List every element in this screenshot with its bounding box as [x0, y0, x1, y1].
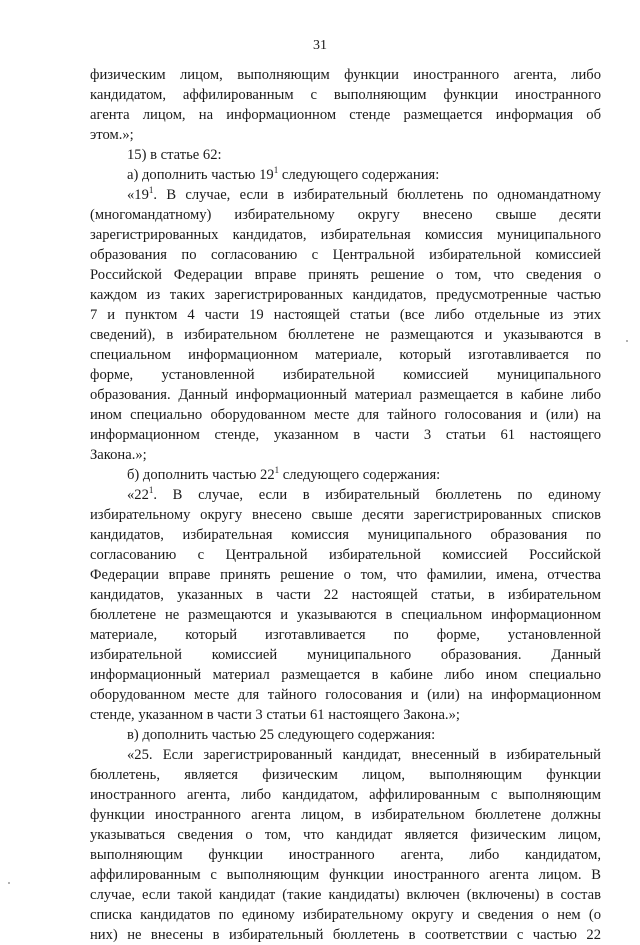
text-line: избирательному округу внесено свыше десяти зарегистрированных списков [90, 507, 601, 523]
text-line: стенде, указанном в части 3 статьи 61 настоящего Закона.»; [90, 707, 460, 723]
text-line: кандидатов, избирательная комиссия муниципального образования по [90, 527, 601, 543]
text-line: каждом из таких зарегистрированных кандидатов, предусмотренные частью [90, 287, 601, 303]
text-line: агента лицом, на информационном стенде размещается информация об [90, 107, 601, 123]
text-line: случае, если такой кандидат (такие кандидаты) включен (включены) в состав [90, 887, 601, 903]
text-line: иностранного агента, либо кандидатом, аффилированным с выполняющим [90, 787, 601, 803]
text-line: списка кандидатов по единому избирательному округу и сведения о нем (о [90, 907, 601, 923]
text-line: образования. Данный информационный материал размещается в кабине либо [90, 387, 601, 403]
text-line: избирательной комиссией муниципального образования. Данный [90, 647, 601, 663]
text-line: Федерации вправе принять решение о том, что фамилии, имена, отчества [90, 567, 601, 583]
superscript: 1 [273, 165, 279, 175]
text-line: форме, установленной избирательной комиссией муниципального [90, 367, 601, 383]
text-line: физическим лицом, выполняющим функции иностранного агента, либо [90, 67, 601, 83]
text-line: а) дополнить частью $19^1$ следующего содержания: [127, 165, 440, 183]
text-line: (многомандатному) избирательному округу внесено свыше десяти [90, 207, 601, 223]
text-line: выполняющим функции иностранного агента, либо кандидатом, [90, 847, 601, 863]
text-line: образования по согласованию с Центральной избирательной комиссией [90, 247, 601, 263]
text-line: кандидатом, аффилированным с выполняющим функции иностранного [90, 87, 601, 103]
text-line: зарегистрированных кандидатов, избирательная комиссия муниципального [90, 227, 601, 243]
text-line: кандидатов, указанных в части 22 настоящей статьи, в избирательном [90, 587, 601, 603]
text-line: них) не внесены в избирательный бюллетень в соответствии с частью 22 [90, 927, 601, 943]
text-line: Российской Федерации вправе принять решение о том, что сведения о [90, 267, 601, 283]
text-line: бюллетень, является физическим лицом, выполняющим функции [90, 767, 601, 783]
text-line: «25. Если зарегистрированный кандидат, внесенный в избирательный [127, 747, 601, 763]
text-line: ином специально оборудованном месте для тайного голосования и (или) на [90, 407, 601, 423]
superscript: 1 [274, 465, 280, 475]
text-line: материале, который изготавливается по форме, установленной [90, 627, 601, 643]
text-line: б) дополнить частью $22^1$ следующего содержания: [127, 465, 441, 483]
text-line: информационном стенде, указанном в части 3 статьи 61 настоящего [90, 427, 601, 443]
margin-mark [8, 882, 10, 884]
text-line: согласованию с Центральной избирательной комиссией Российской [90, 547, 601, 563]
text-line: аффилированным с выполняющим функции иностранного агента лицом. В [90, 867, 601, 883]
page-number: 31 [313, 38, 327, 53]
text-line: «$19^1$. В случае, если в избирательный бюллетень по одномандатному [127, 185, 601, 203]
text-line: бюллетене не размещаются и указываются в специальном информационном [90, 607, 601, 623]
superscript: 1 [148, 185, 154, 195]
text-line: оборудованном месте для тайного голосования и (или) на информационном [90, 687, 601, 703]
text-line: этом.»; [90, 127, 134, 143]
text-line: функции иностранного агента лицом, в избирательном бюллетене должны [90, 807, 601, 823]
text-line: в) дополнить частью 25 следующего содержания: [127, 727, 436, 743]
text-line: 7 и пунктом 4 части 19 настоящей статьи (все либо отдельные из этих [90, 307, 601, 323]
margin-mark [626, 340, 628, 342]
document-body-text [90, 65, 601, 945]
text-line: «$22^1$. В случае, если в избирательный бюллетень по единому [127, 485, 601, 503]
text-line: Закона.»; [90, 447, 147, 463]
text-line: специальном информационном материале, который изготавливается по [90, 347, 601, 363]
text-line: указываться сведения о том, что кандидат является физическим лицом, [90, 827, 601, 843]
text-line: информационный материал размещается в кабине либо ином специально [90, 667, 601, 683]
superscript: 1 [148, 485, 154, 495]
text-line: сведений), в избирательном бюллетене не размещаются и указываются в [90, 327, 601, 343]
text-line: 15) в статье 62: [127, 147, 222, 163]
